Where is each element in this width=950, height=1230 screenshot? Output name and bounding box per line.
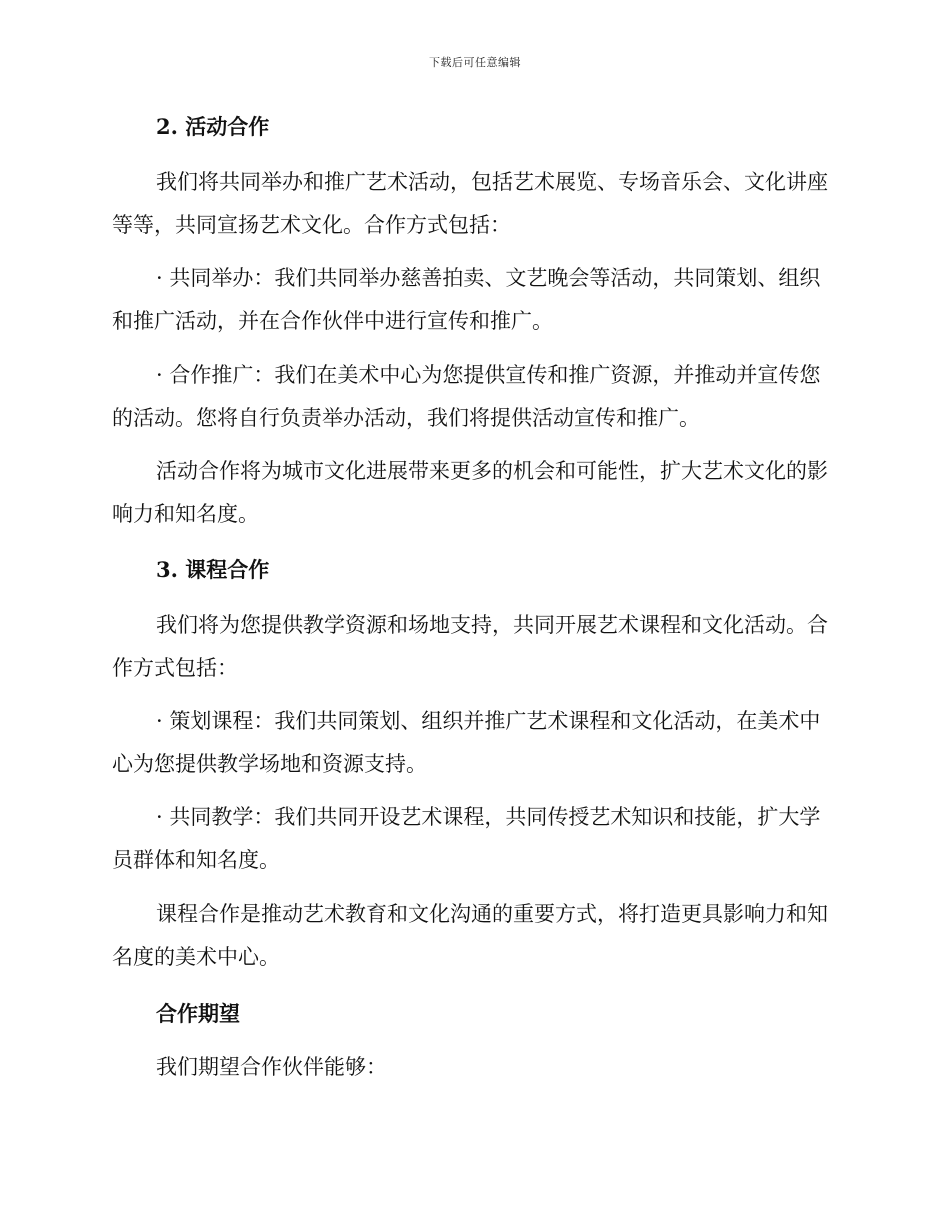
activity-bullet-co-host: · 共同举办：我们共同举办慈善拍卖、文艺晚会等活动，共同策划、组织和推广活动，并在合作伙伴中进行宣传和推广。	[112, 266, 821, 333]
section-heading-activity: 2. 活动合作	[156, 114, 270, 139]
section-heading-course: 3. 课程合作	[156, 557, 270, 582]
activity-intro-paragraph: 我们将共同举办和推广艺术活动，包括艺术展览、专场音乐会、文化讲座等等，共同宣扬艺术文化。合作方式包括：	[112, 170, 828, 237]
expectation-intro-paragraph: 我们期望合作伙伴能够：	[156, 1055, 387, 1079]
course-summary-paragraph: 课程合作是推动艺术教育和文化沟通的重要方式，将打造更具影响力和知名度的美术中心。	[112, 902, 828, 969]
activity-bullet-co-promote: · 合作推广：我们在美术中心为您提供宣传和推广资源，并推动并宣传您的活动。您将自行负责举办活动，我们将提供活动宣传和推广。	[112, 363, 821, 430]
course-bullet-teach: · 共同教学：我们共同开设艺术课程，共同传授艺术知识和技能，扩大学员群体和知名度。	[112, 805, 821, 872]
page-header-note: 下载后可任意编辑	[429, 56, 521, 69]
section-heading-expectation: 合作期望	[156, 1001, 240, 1026]
activity-summary-paragraph: 活动合作将为城市文化进展带来更多的机会和可能性，扩大艺术文化的影响力和知名度。	[112, 459, 828, 526]
course-bullet-plan: · 策划课程：我们共同策划、组织并推广艺术课程和文化活动，在美术中心为您提供教学场地和资源支持。	[112, 709, 821, 776]
course-intro-paragraph: 我们将为您提供教学资源和场地支持，共同开展艺术课程和文化活动。合作方式包括：	[112, 613, 828, 680]
